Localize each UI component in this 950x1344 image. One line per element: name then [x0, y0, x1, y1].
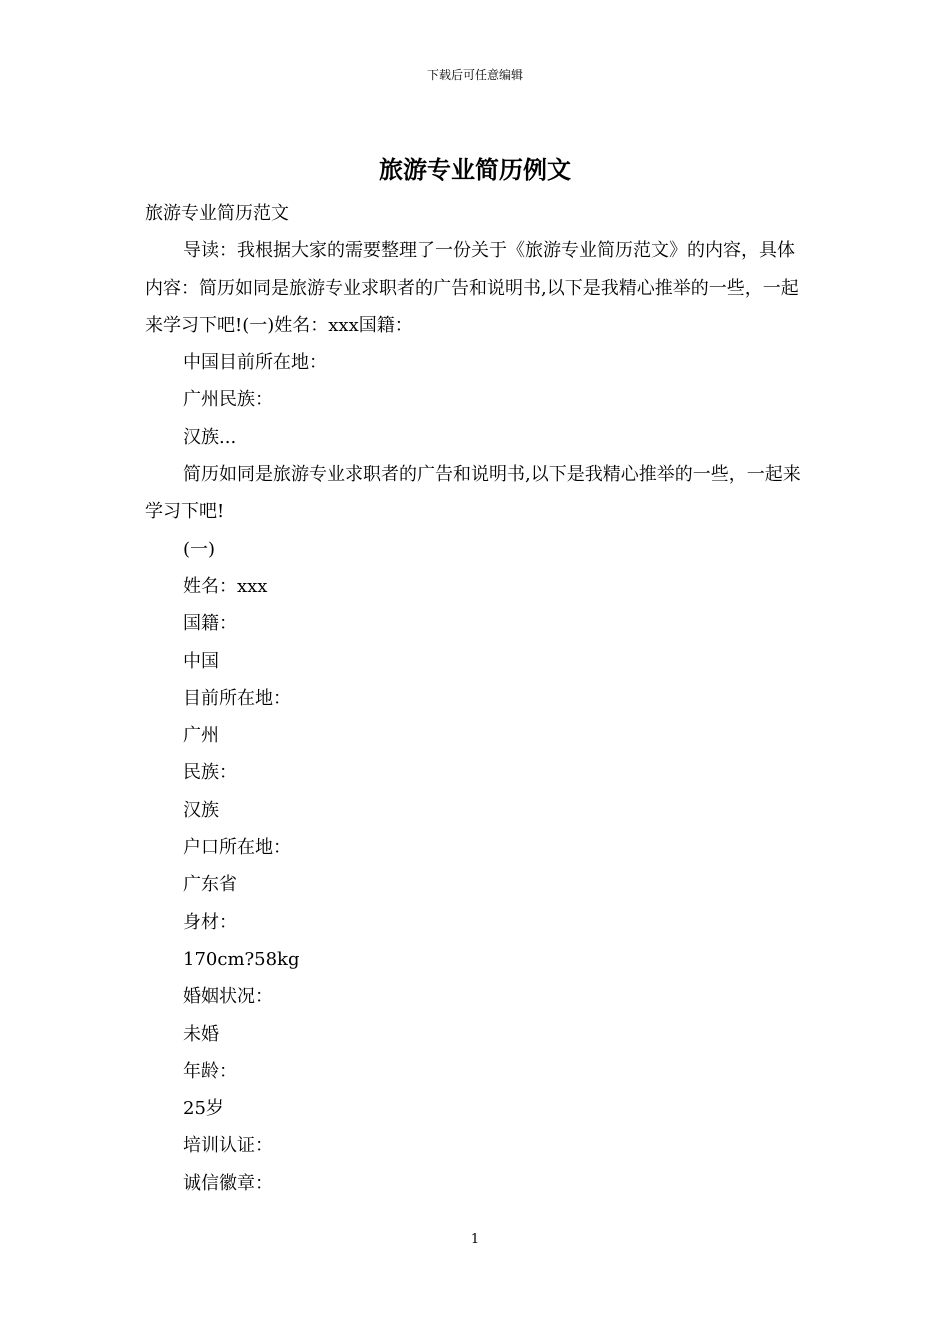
- paragraph: 汉族...: [183, 426, 237, 448]
- paragraph: 简历如同是旅游专业求职者的广告和说明书,以下是我精心推举的一些，一起来学习下吧!: [145, 464, 801, 523]
- paragraph: 诚信徽章：: [183, 1172, 273, 1194]
- document-title: 旅游专业简历例文: [379, 155, 571, 184]
- paragraph: 身材：: [183, 911, 237, 933]
- paragraph: 广州: [183, 725, 219, 747]
- document-body: [145, 195, 810, 1202]
- paragraph: 未婚: [183, 1023, 219, 1045]
- document-subtitle: 旅游专业简历范文: [145, 203, 289, 224]
- paragraph: 婚姻状况：: [183, 986, 273, 1008]
- page-number: 1: [470, 1232, 480, 1247]
- paragraph: 国籍：: [183, 613, 237, 635]
- paragraph: 导读：我根据大家的需要整理了一份关于《旅游专业简历范文》的内容，具体内容：简历如同是旅游专业求职者的广告和说明书,以下是我精心推举的一些，一起来学习下吧!(一)姓名：xxx国籍：: [145, 240, 799, 336]
- paragraph: 广东省: [183, 874, 237, 896]
- paragraph: 25岁: [183, 1098, 224, 1120]
- paragraph: 培训认证：: [183, 1135, 273, 1157]
- paragraph: 中国目前所在地：: [183, 352, 327, 374]
- paragraph: 汉族: [183, 799, 219, 821]
- page-header: 下载后可任意编辑: [426, 68, 523, 82]
- paragraph: (一): [183, 538, 216, 560]
- paragraph: 户口所在地：: [183, 837, 291, 859]
- paragraph: 中国: [183, 650, 219, 672]
- paragraph: 姓名：xxx: [183, 575, 268, 597]
- paragraph: 170cm?58kg: [183, 948, 300, 970]
- paragraph: 广州民族：: [183, 389, 273, 411]
- paragraph: 目前所在地：: [183, 687, 291, 709]
- paragraph: 年龄：: [183, 1060, 237, 1082]
- paragraph: 民族：: [183, 762, 237, 784]
